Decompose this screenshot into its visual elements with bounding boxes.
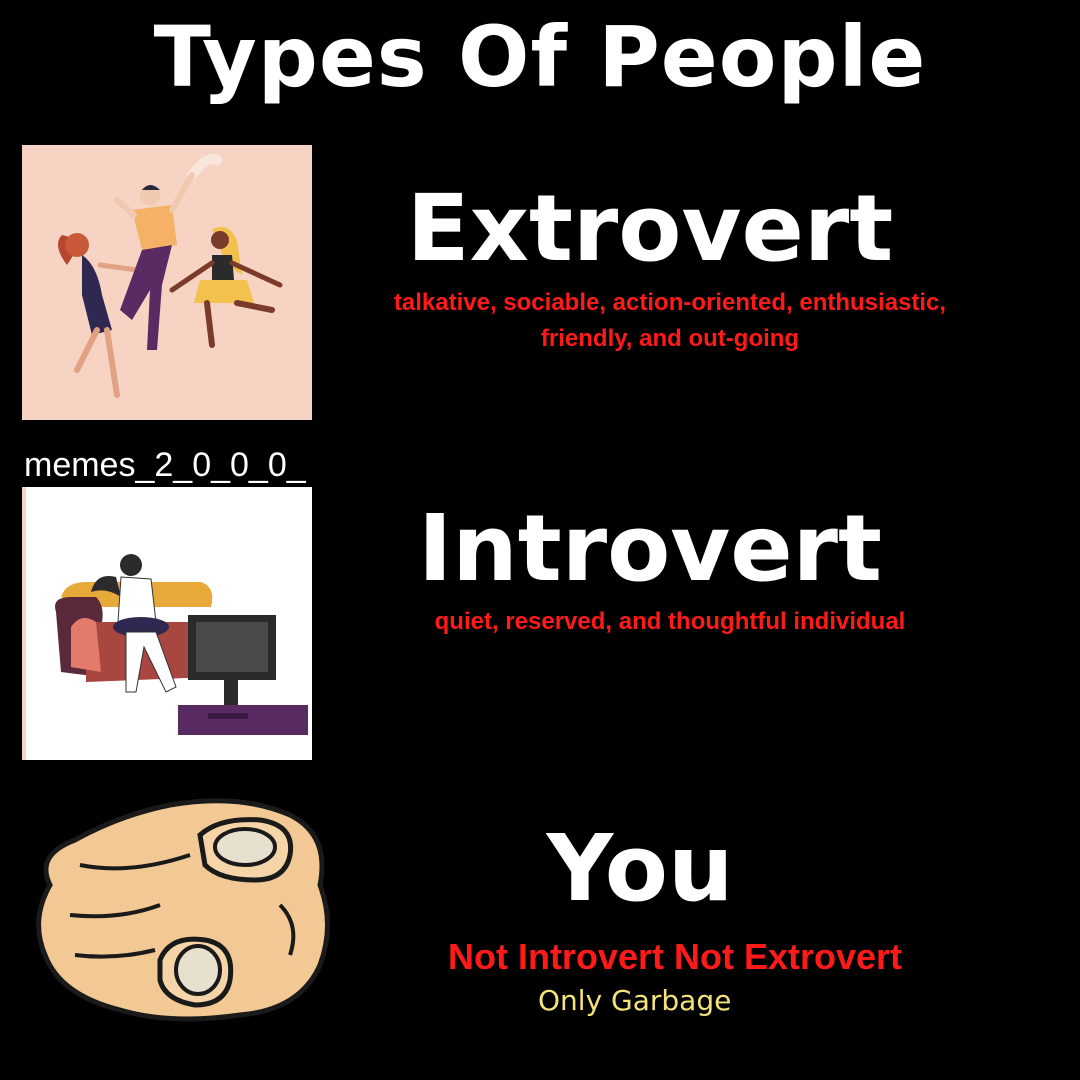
introvert-description: quiet, reserved, and thoughtful individual (434, 608, 906, 635)
pointing-hand-illustration (20, 795, 340, 1025)
you-subtext: Only Garbage (538, 984, 732, 1017)
introvert-illustration (22, 487, 312, 760)
person-watching-tv-icon (26, 487, 312, 760)
pointing-finger-icon (20, 795, 340, 1025)
you-heading: You (546, 815, 734, 922)
watermark: memes_2_0_0_0_ (24, 446, 306, 484)
extrovert-description (330, 285, 1010, 357)
dancing-people-icon (22, 145, 312, 420)
extrovert-heading: Extrovert (406, 175, 894, 282)
extrovert-desc-line2: friendly, and out-going (540, 325, 800, 352)
extrovert-illustration (22, 145, 312, 420)
page-title: Types Of People (153, 8, 927, 106)
introvert-heading: Introvert (418, 495, 882, 602)
you-description: Not Introvert Not Extrovert (447, 936, 903, 977)
extrovert-desc-line1: talkative, sociable, action-oriented, enthusiastic, (393, 289, 947, 316)
